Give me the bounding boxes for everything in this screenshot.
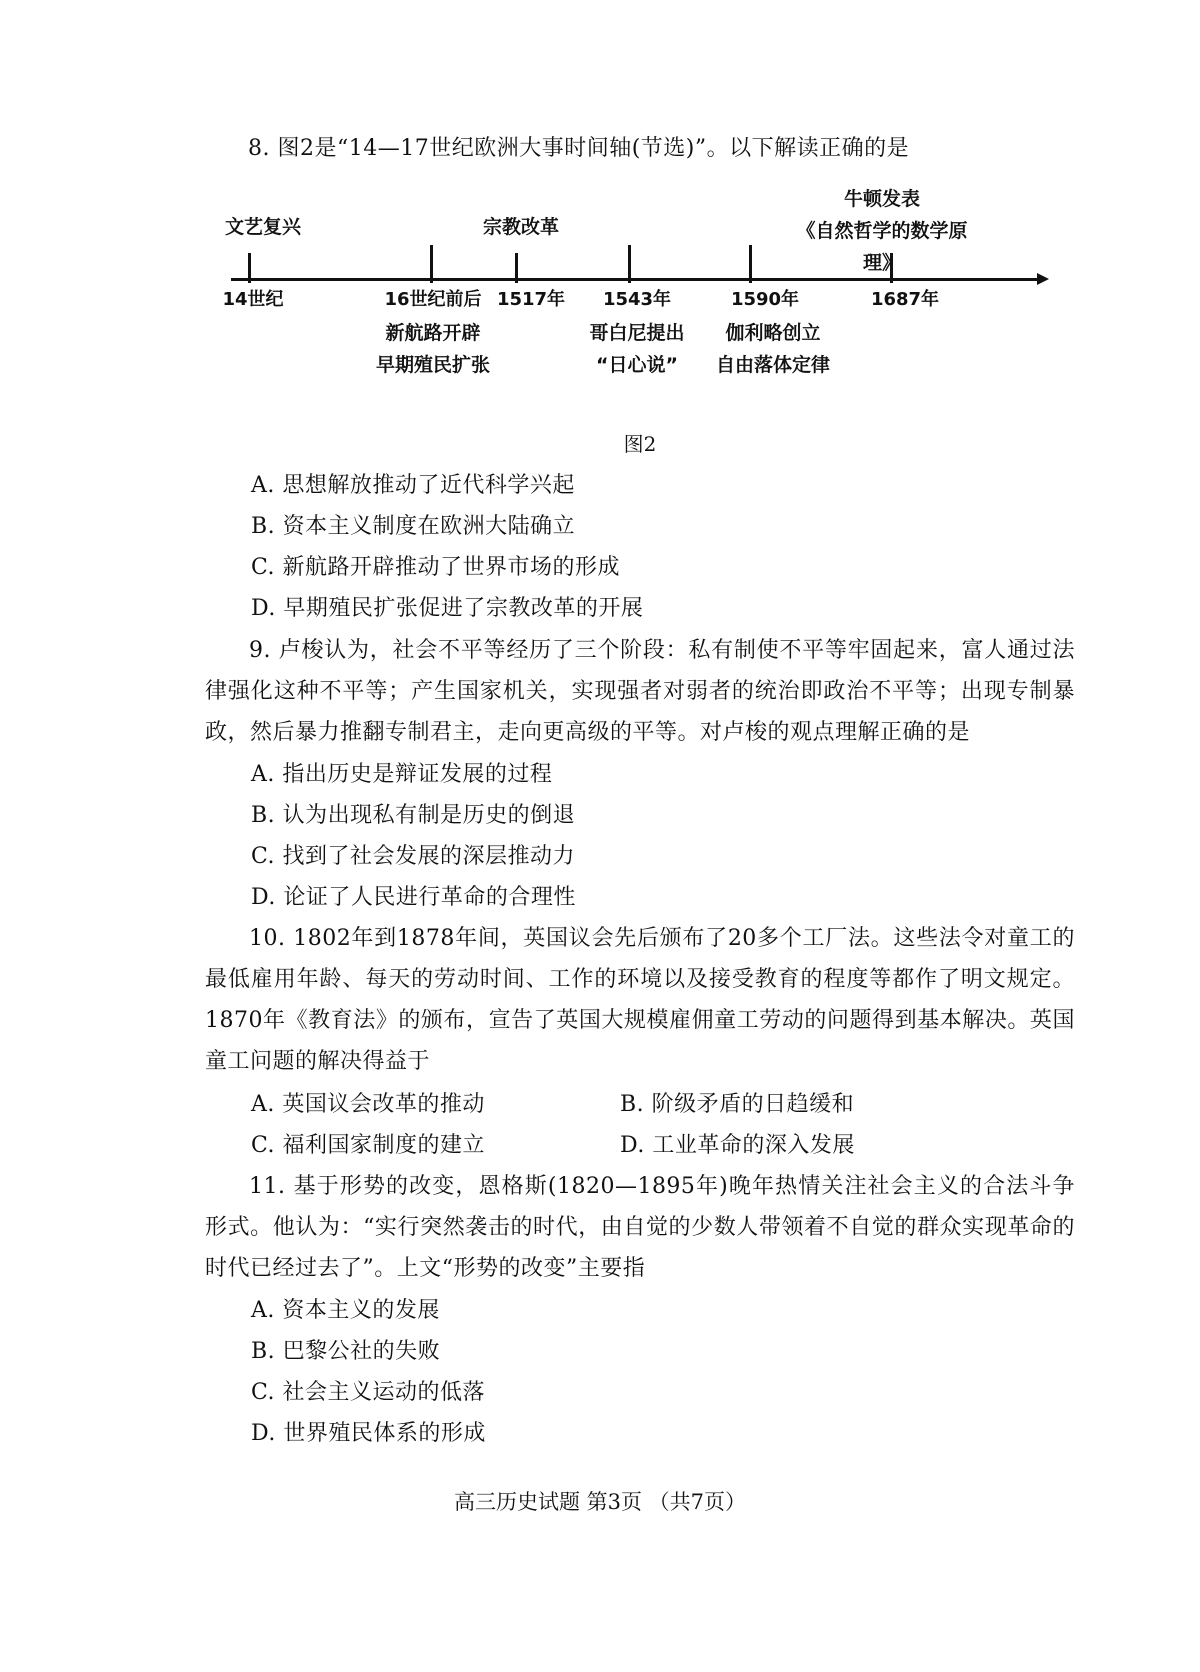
- q10-option-b: B. 阶级矛盾的日趋缓和: [620, 1092, 855, 1117]
- timeline-date: 1590年: [730, 289, 800, 310]
- timeline-date: 16世纪前后: [384, 289, 482, 310]
- q9-option-b: B. 认为出现私有制是历史的倒退: [251, 803, 576, 828]
- timeline-date: 1517年: [496, 289, 566, 310]
- timeline-tick: [628, 245, 631, 283]
- q9-stem: 9. 卢梭认为，社会不平等经历了三个阶段：私有制使不平等牢固起来，富人通过法律强化这种不平等；产生国家机关，实现强者对弱者的统治即政治不平等；出现专制暴政，然后暴力推翻专制君主，走向更高级的平等。对卢梭的观点理解正确的是: [205, 638, 1075, 745]
- q8-option-d: D. 早期殖民扩张促进了宗教改革的开展: [251, 596, 644, 621]
- timeline-date: 1687年: [870, 289, 940, 310]
- q10-option-a: A. 英国议会改革的推动: [251, 1092, 485, 1117]
- q10-stem: 10. 1802年到1878年间，英国议会先后颁布了20多个工厂法。这些法令对童工的最低雇用年龄、每天的劳动时间、工作的环境以及接受教育的程度等都作了明文规定。1870年《教育法》的颁布，宣告了英国大规模雇佣童工劳动的问题得到基本解决。英国童工问题的解决得益于: [205, 926, 1075, 1074]
- q8-option-a: A. 思想解放推动了近代科学兴起: [251, 473, 575, 498]
- q10-option-d: D. 工业革命的深入发展: [620, 1133, 855, 1158]
- q10-option-c: C. 福利国家制度的建立: [251, 1133, 486, 1158]
- timeline-figure: [222, 188, 1055, 405]
- q9-option-d: D. 论证了人民进行革命的合理性: [251, 885, 576, 910]
- timeline-event-label: 伽利略创立 自由落体定律: [715, 322, 831, 376]
- timeline-tick: [749, 245, 752, 283]
- q11-option-c: C. 社会主义运动的低落: [251, 1380, 486, 1405]
- timeline-event-label: 新航路开辟 早期殖民扩张: [375, 322, 491, 376]
- timeline-event-label: 文艺复兴: [224, 216, 302, 238]
- figure-caption: 图2: [623, 432, 657, 456]
- timeline-arrow-icon: [1037, 273, 1049, 285]
- q9-option-c: C. 找到了社会发展的深层推动力: [251, 844, 576, 869]
- q11-option-b: B. 巴黎公社的失败: [251, 1339, 441, 1364]
- timeline-tick: [430, 245, 433, 283]
- timeline-tick: [248, 253, 251, 283]
- timeline-tick: [515, 253, 518, 283]
- timeline-date: 14世纪: [222, 289, 284, 310]
- q11-stem: 11. 基于形势的改变，恩格斯(1820—1895年)晚年热情关注社会主义的合法斗争形式。他认为：“实行突然袭击的时代，由自觉的少数人带领着不自觉的群众实现革命的时代已经过去了”。上文“形势的改变”主要指: [205, 1174, 1075, 1281]
- timeline-event-label: 哥白尼提出 “日心说”: [589, 322, 685, 376]
- q8-option-c: C. 新航路开辟推动了世界市场的形成: [251, 555, 621, 580]
- timeline-event-label: 宗教改革: [482, 216, 560, 238]
- q11-option-a: A. 资本主义的发展: [251, 1298, 440, 1323]
- q9-option-a: A. 指出历史是辩证发展的过程: [251, 762, 553, 787]
- q8-stem: 8. 图2是“14—17世纪欧洲大事时间轴(节选)”。以下解读正确的是: [248, 136, 910, 161]
- timeline-event-label: 牛顿发表 《自然哲学的数学原理》: [796, 188, 968, 274]
- q11-option-d: D. 世界殖民体系的形成: [251, 1421, 486, 1446]
- timeline-date: 1543年: [602, 289, 672, 310]
- q8-option-b: B. 资本主义制度在欧洲大陆确立: [251, 514, 576, 539]
- page-footer: 高三历史试题 第3页 （共7页）: [453, 1490, 747, 1514]
